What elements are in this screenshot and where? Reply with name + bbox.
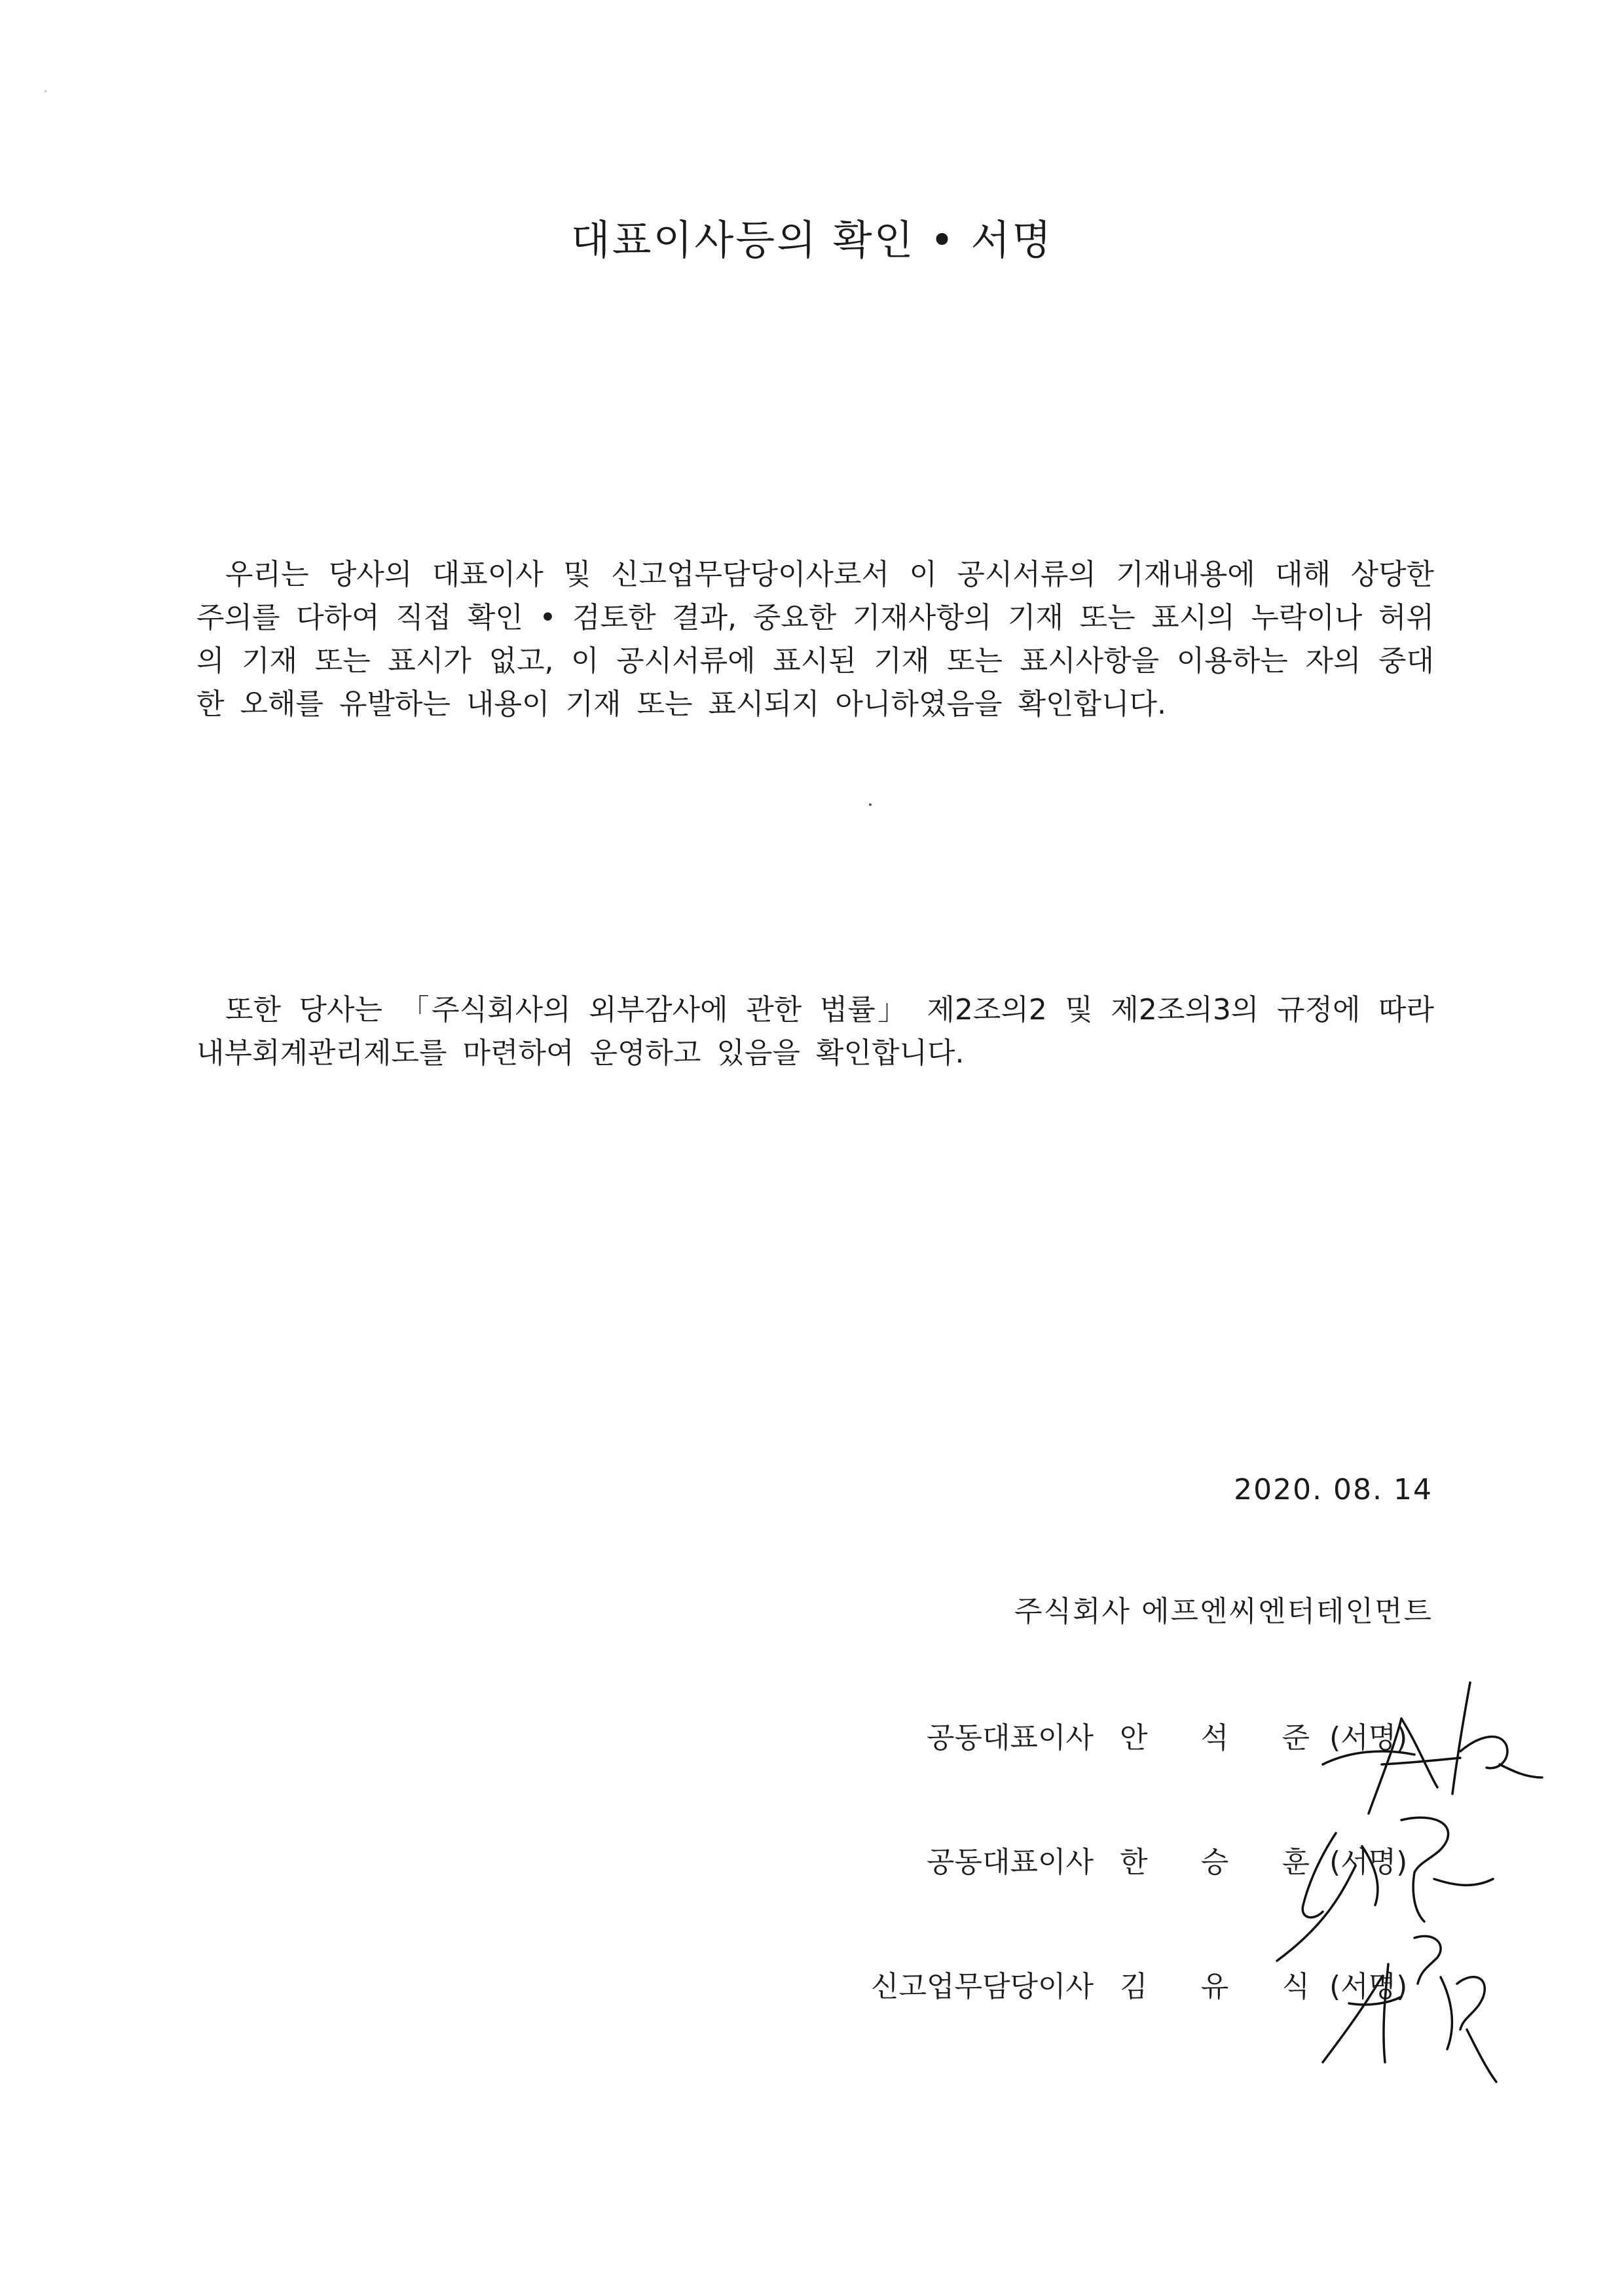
document-title: 대표이사등의 확인 • 서명 bbox=[570, 216, 1054, 264]
signer-role: 신고업무담당이사 bbox=[870, 1970, 1094, 2003]
signer-name-char: 훈 bbox=[1282, 1846, 1310, 1879]
signature-mark-label: (서명) bbox=[1329, 1970, 1408, 2003]
signer-name-char: 김 bbox=[1120, 1970, 1148, 2003]
signer-role: 공동대표이사 bbox=[926, 1721, 1094, 1755]
internal-control-paragraph: 또한 당사는 「주식회사의 외부감사에 관한 법률」 제2조의2 및 제2조의3의 규정에 따라 내부회계관리제도를 마련하여 운영하고 있음을 확인합니다. bbox=[196, 993, 1434, 1070]
signature-mark-label: (서명) bbox=[1329, 1721, 1408, 1755]
scan-speck bbox=[45, 90, 46, 92]
signer-row bbox=[0, 1840, 1624, 1886]
signer-row bbox=[0, 1715, 1624, 1761]
signer-name bbox=[1120, 1840, 1310, 1886]
scan-speck bbox=[869, 803, 872, 806]
signer-name-char: 안 bbox=[1120, 1721, 1148, 1755]
signature-mark-label: (서명) bbox=[1329, 1846, 1408, 1879]
signer-name bbox=[1120, 1715, 1310, 1761]
signer-role: 공동대표이사 bbox=[926, 1846, 1094, 1879]
signer-name-char: 식 bbox=[1282, 1970, 1310, 2003]
handwritten-signature bbox=[1264, 1807, 1506, 1971]
signer-name bbox=[1120, 1964, 1310, 2010]
signer-name-char: 준 bbox=[1282, 1721, 1310, 1755]
signer-name-char: 유 bbox=[1200, 1970, 1229, 2003]
confirmation-paragraph: 우리는 당사의 대표이사 및 신고업무담당이사로서 이 공시서류의 기재내용에 대해 상당한 주의를 다하여 직접 확인 • 검토한 결과, 중요한 기재사항의 기재 또는 표시의 누락이나 허위의 기재 또는 표시가 없고, 이 공시서류에 표시된 기재 또는 표시사항을 이용하는 자의 중대한 오해를 유발하는 내용이 기재 또는 표시되지 아니하였음을 확인합니다. bbox=[196, 558, 1434, 721]
signer-row bbox=[0, 1964, 1624, 2010]
document-date: 2020. 08. 14 bbox=[1234, 1473, 1433, 1506]
signer-name-char: 한 bbox=[1120, 1846, 1148, 1879]
company-name: 주식회사 에프엔씨엔터테인먼트 bbox=[1014, 1595, 1433, 1628]
signer-name-char: 승 bbox=[1200, 1846, 1229, 1879]
signer-name-char: 석 bbox=[1200, 1721, 1229, 1755]
